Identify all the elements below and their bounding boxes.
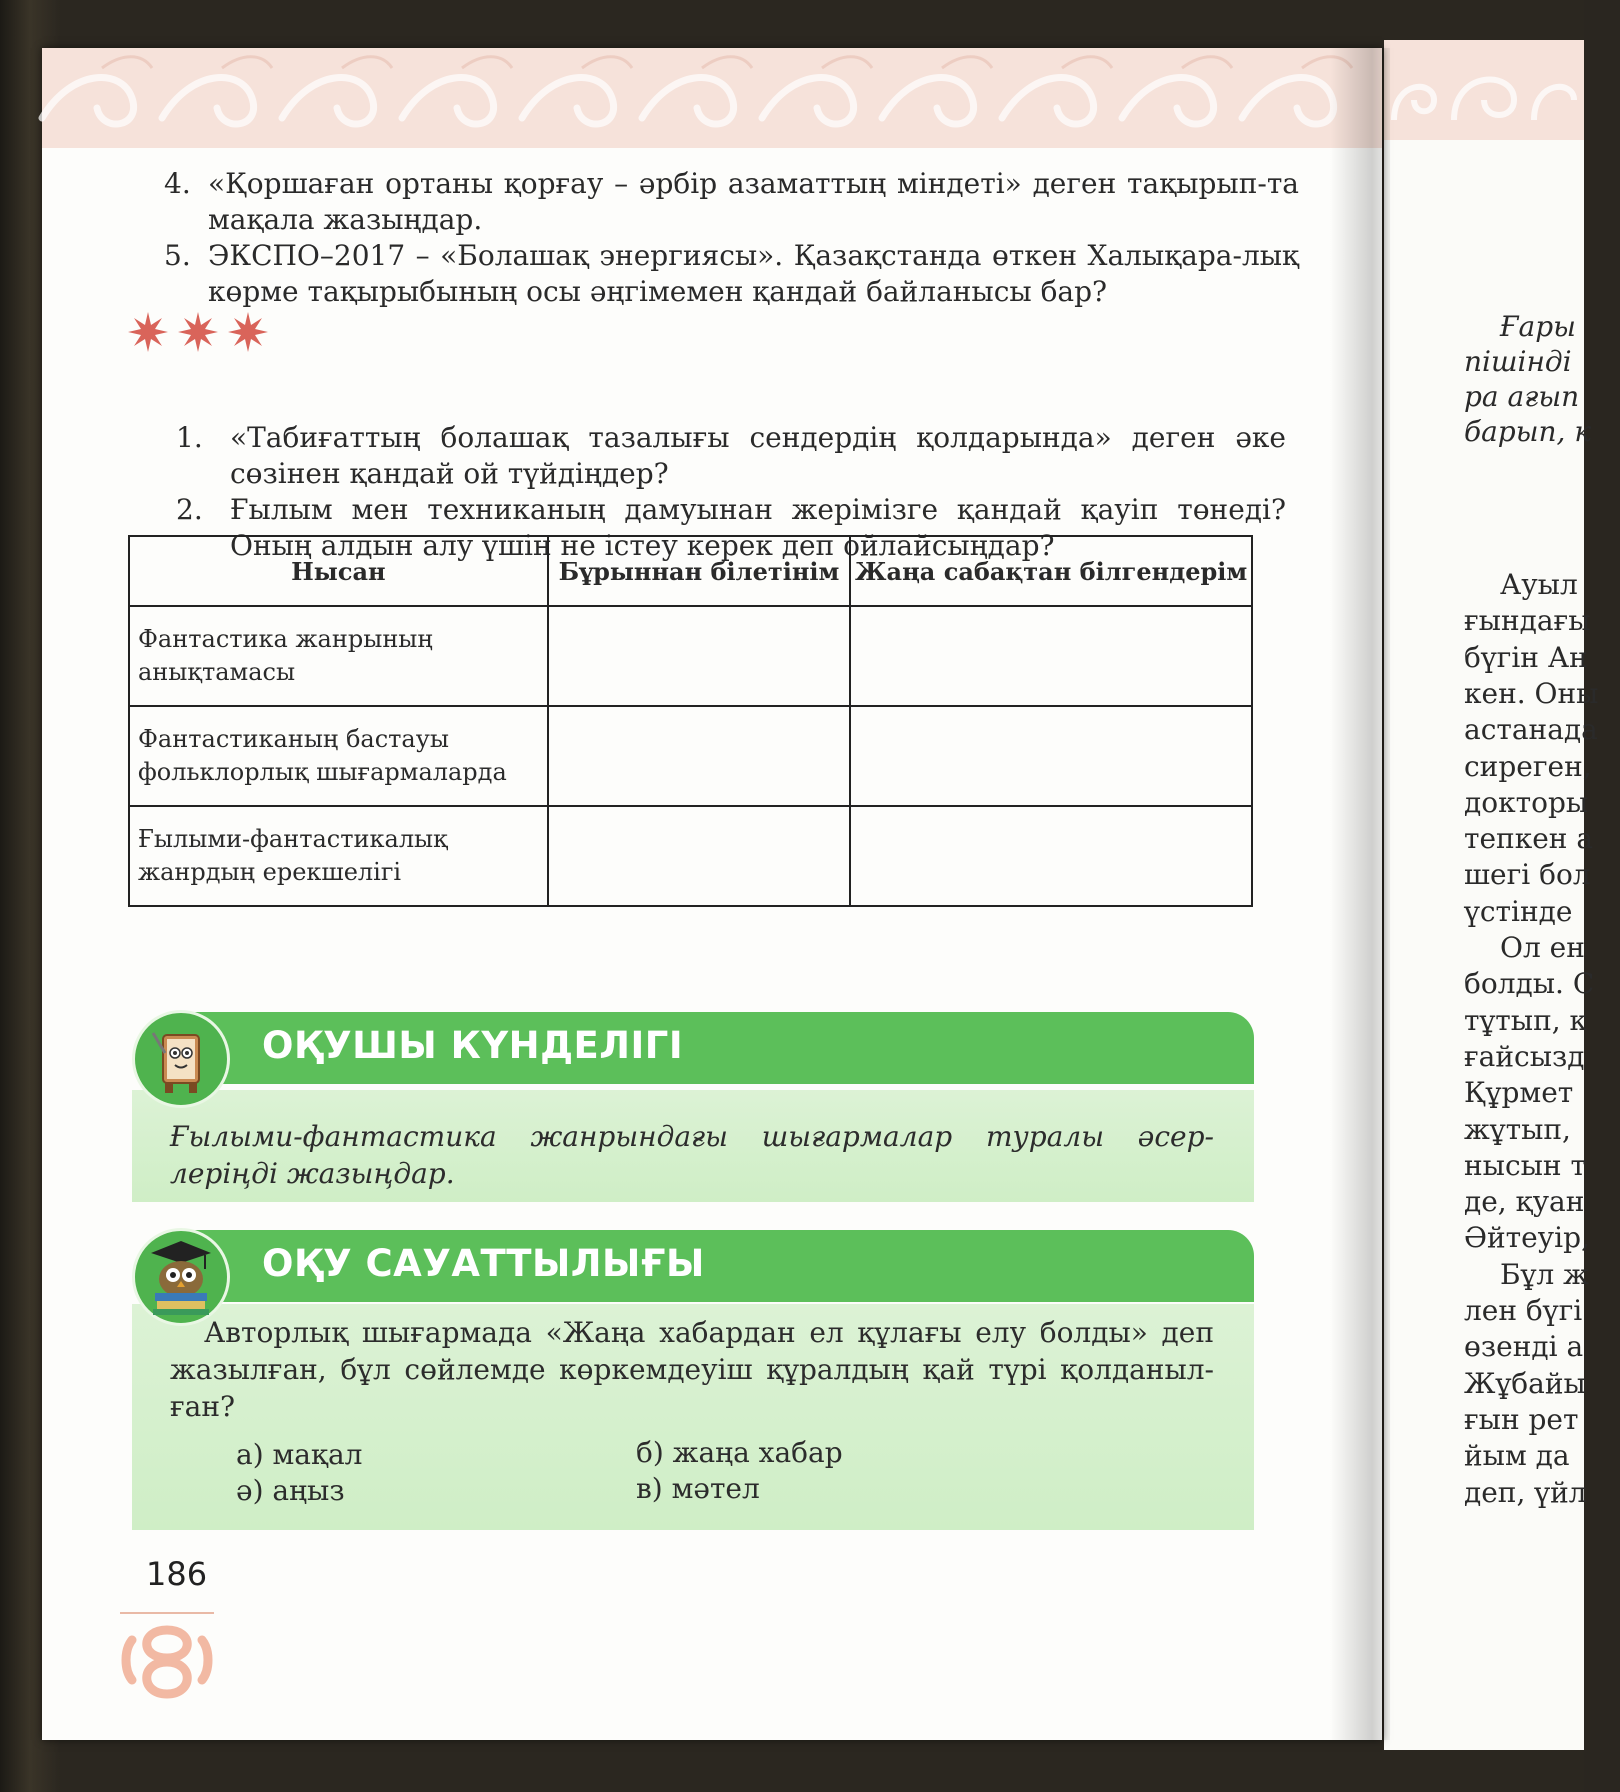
right-page-text-line: кен. Оны (1464, 677, 1599, 710)
right-page-text-line: докторы (1464, 786, 1589, 819)
right-page-text-line: ғындағы (1464, 604, 1591, 637)
table-cell-empty[interactable] (850, 706, 1252, 806)
top-ornament-band (42, 48, 1382, 148)
diary-text: Ғылыми-фантастика жанрындағы шығармалар туралы әсер-леріңді жазыңдар. (170, 1120, 1214, 1190)
asterisk-star-icon (178, 312, 218, 352)
page-number: 186 (146, 1555, 208, 1593)
right-page-text-line: шегі бол (1464, 858, 1591, 891)
right-page-text-line: болды. С (1464, 967, 1595, 1000)
right-page-italic-line: пішінді (1464, 345, 1572, 378)
question-number: 5. (164, 239, 191, 272)
footer-ornament-icon (120, 1610, 214, 1710)
right-page-italic-line: Ғары (1500, 310, 1576, 343)
right-page-text-line: деп, үйл (1464, 1476, 1587, 1509)
option-a[interactable]: а) мақал (236, 1438, 363, 1471)
right-page-text-line: Құрмет (1464, 1076, 1574, 1109)
right-page-text-line: ғын рет (1464, 1403, 1579, 1436)
table-row (129, 806, 1252, 906)
table-cell: Ғылыми-фантастикалық жанрдың ерекшелігі (129, 806, 548, 906)
literacy-title: ОҚУ САУАТТЫЛЫҒЫ (262, 1242, 705, 1285)
option-ae[interactable]: ә) аңыз (236, 1474, 345, 1507)
literacy-body (132, 1304, 1254, 1530)
question-text: Ғылым мен техниканың дамуынан жерімізге қандай қауіп төнеді? Оның алдын алу үшін не істеу керек деп ойлайсыңдар? (230, 493, 1286, 562)
right-ornament-band (1384, 40, 1584, 140)
reading-literacy-box (132, 1230, 1254, 1530)
right-page-text-line: Ауыл (1500, 568, 1578, 601)
questions-top (164, 166, 1299, 310)
right-page-text-line: ғайсызд (1464, 1040, 1585, 1073)
owl-graduate-icon (132, 1228, 230, 1326)
right-page-italic-line: ра ағып (1464, 380, 1580, 413)
right-page-text-line: үстінде (1464, 895, 1573, 928)
table-cell: Фантастиканың бастауы фольклорлық шығармаларда (129, 706, 548, 806)
right-page-text-line: тепкен а (1464, 822, 1594, 855)
diary-title: ОҚУШЫ КҮНДЕЛІГІ (262, 1024, 684, 1067)
literacy-header (192, 1230, 1254, 1302)
question-5 (164, 238, 1299, 310)
right-page-text-line: Жұбайы (1464, 1367, 1586, 1400)
right-page-text-line: Әйтеуір, (1464, 1221, 1590, 1254)
right-page-italic-line: барып, к (1464, 415, 1592, 448)
table-cell-empty[interactable] (548, 706, 851, 806)
right-page-text-line: йым да (1464, 1439, 1570, 1472)
book-character-icon (132, 1010, 230, 1108)
table-cell: Фантастика жанрының анықтамасы (129, 606, 548, 706)
section-stars (128, 312, 268, 352)
question-text: «Табиғаттың болашақ тазалығы сендердің қолдарында» деген әке сөзінен қандай ой түйдіңдер? (230, 421, 1286, 490)
question-4 (164, 166, 1299, 238)
right-page-text-line: де, қуан (1464, 1185, 1585, 1218)
table-cell-empty[interactable] (548, 806, 851, 906)
right-page-text-line: өзенді а (1464, 1330, 1584, 1363)
table-header-cell: Жаңа сабақтан білгендерім (850, 536, 1252, 606)
option-v[interactable]: в) мәтел (636, 1472, 760, 1505)
diary-header (192, 1012, 1254, 1084)
right-page-text-line: Бұл ж (1500, 1258, 1589, 1291)
knowledge-table (128, 535, 1253, 907)
table-row (129, 606, 1252, 706)
table-cell-empty[interactable] (850, 806, 1252, 906)
student-diary-box (132, 1012, 1254, 1202)
question-number: 1. (176, 421, 203, 454)
question-number: 2. (176, 493, 203, 526)
right-page-text-line: Ол ен (1500, 931, 1585, 964)
right-page-text-line: тұтып, к (1464, 1004, 1588, 1037)
question-text: «Қоршаған ортаны қорғау – әрбір азаматтың міндеті» деген тақырып-та мақала жазыңдар. (208, 167, 1299, 236)
table-row (129, 706, 1252, 806)
option-b[interactable]: б) жаңа хабар (636, 1436, 843, 1469)
right-page-text-line: бүгін Ан (1464, 641, 1588, 674)
right-page-text-line: лен бүгі (1464, 1294, 1583, 1327)
question-number: 4. (164, 167, 191, 200)
asterisk-star-icon (128, 312, 168, 352)
right-page-text-line: сиреген, (1464, 750, 1592, 783)
table-cell-empty[interactable] (850, 606, 1252, 706)
asterisk-star-icon (228, 312, 268, 352)
question-text: ЭКСПО–2017 – «Болашақ энергиясы». Қазақстанда өткен Халықара-лық көрме тақырыбының осы әңгімемен қандай байланысы бар? (208, 239, 1299, 308)
table-header-cell: Бұрыннан білетінім (548, 536, 851, 606)
right-page-text-line: астанада (1464, 713, 1598, 746)
right-page-text-line: жұтып, (1464, 1113, 1571, 1146)
page-gutter-shadow (1330, 48, 1390, 1740)
question-1 (176, 420, 1286, 492)
table-header-cell: Нысан (129, 536, 548, 606)
literacy-question: Авторлық шығармада «Жаңа хабардан ел құлағы елу болды» деп жазылған, бұл сөйлемде көркемдеуіш құралдың қай түрі қолданыл-ған? (170, 1316, 1214, 1423)
table-header-row (129, 536, 1252, 606)
table-cell-empty[interactable] (548, 606, 851, 706)
right-page-text-line: нысын т (1464, 1149, 1586, 1182)
diary-body (132, 1090, 1254, 1202)
